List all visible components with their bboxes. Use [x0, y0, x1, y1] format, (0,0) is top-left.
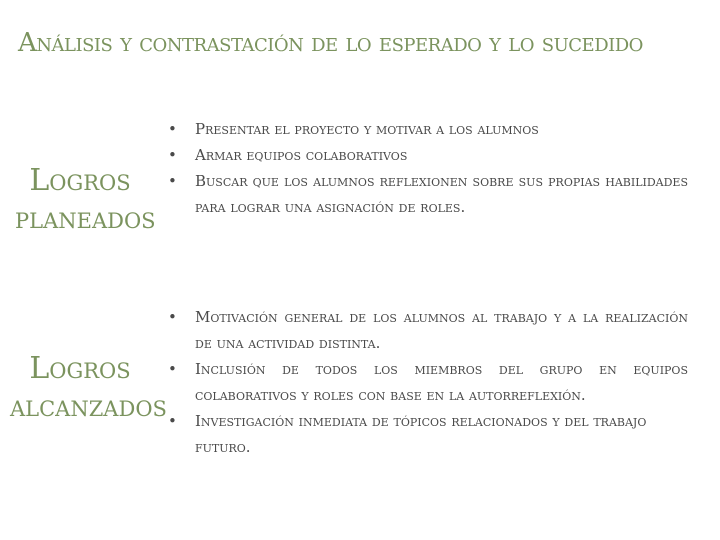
- achieved-achievements-label: [10, 350, 167, 426]
- bullet-icon: •: [168, 412, 177, 430]
- planned-label-line-2: planeados: [15, 201, 156, 236]
- achieved-label-line-1: Logros: [29, 351, 131, 386]
- planned-achievements-list: [168, 116, 688, 220]
- planned-achievements-label: [15, 162, 156, 238]
- slide-title: Análisis y contrastación de lo esperado y lo sucedido: [18, 28, 643, 58]
- list-item-text: Motivación general de los alumnos al trabajo y a la realización de una actividad distinta.: [195, 308, 688, 352]
- achieved-achievements-list: [168, 304, 688, 460]
- list-item-text: Armar equipos colaborativos: [195, 146, 408, 164]
- list-item: [168, 142, 688, 168]
- list-item-text: Inclusión de todos los miembros del grupo en equipos colaborativos y roles con base en la autorreflexión.: [195, 360, 688, 404]
- planned-label-line-1: Logros: [29, 163, 131, 198]
- bullet-icon: •: [168, 146, 177, 164]
- bullet-icon: •: [168, 308, 177, 326]
- list-item: [168, 168, 688, 220]
- list-item: [168, 304, 688, 356]
- list-item: [168, 356, 688, 408]
- bullet-icon: •: [168, 360, 177, 378]
- bullet-icon: •: [168, 172, 177, 190]
- list-item: [168, 408, 688, 460]
- list-item-text: Investigación inmediata de tópicos relacionados y del trabajo futuro.: [195, 412, 647, 456]
- achieved-label-line-2: alcanzados: [10, 389, 167, 424]
- bullet-icon: •: [168, 120, 177, 138]
- list-item: [168, 116, 688, 142]
- list-item-text: Presentar el proyecto y motivar a los alumnos: [195, 120, 539, 138]
- list-item-text: Buscar que los alumnos reflexionen sobre sus propias habilidades para lograr una asignación de roles.: [195, 172, 688, 216]
